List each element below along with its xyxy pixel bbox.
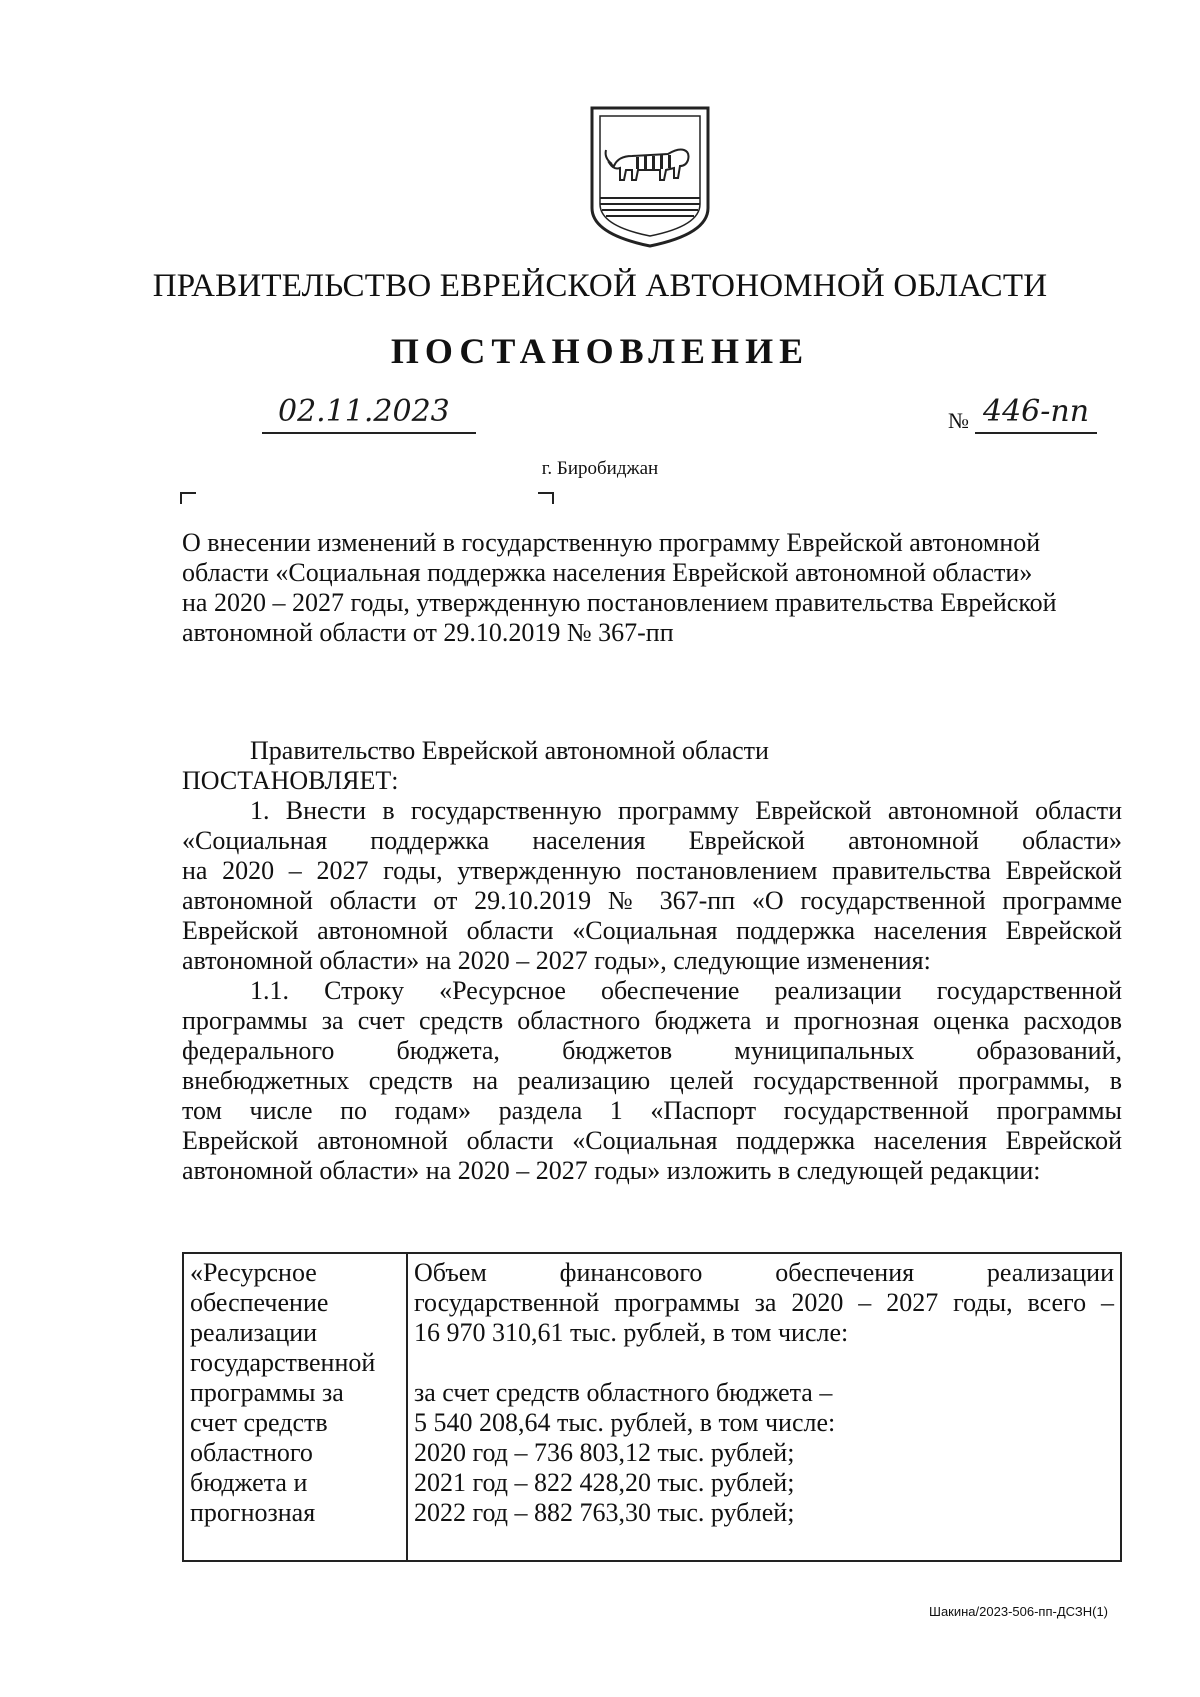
paragraph-1 <box>182 796 1122 976</box>
cell-line: прогнозная <box>190 1498 316 1527</box>
paragraph-line: Еврейской автономной области «Социальная поддержка населения Еврейской <box>182 916 1122 945</box>
document-code: Шакина/2023-506-пп-ДСЗН(1) <box>929 1604 1108 1619</box>
table-row <box>183 1253 1121 1561</box>
resolves-line: ПОСТАНОВЛЯЕТ: <box>182 766 399 795</box>
paragraph-line: внебюджетных средств на реализацию целей государственной программы, в <box>182 1066 1122 1095</box>
passport-table <box>182 1252 1122 1562</box>
cell-line: 16 970 310,61 тыс. рублей, в том числе: <box>414 1318 849 1347</box>
preamble-line: Правительство Еврейской автономной области <box>250 736 769 765</box>
paragraph-line: федерального бюджета, бюджетов муниципальных образований, <box>182 1036 1122 1065</box>
table-cell-value <box>407 1253 1121 1561</box>
cell-line: за счет средств областного бюджета – <box>414 1378 833 1407</box>
cell-line: программы за <box>190 1378 344 1407</box>
coat-of-arms-emblem <box>588 104 712 250</box>
paragraph-line: том числе по годам» раздела 1 «Паспорт государственной программы <box>182 1096 1122 1125</box>
cell-line: счет средств <box>190 1408 328 1437</box>
subject-line: автономной области от 29.10.2019 № 367-пп <box>182 618 674 647</box>
paragraph-line: «Социальная поддержка населения Еврейской автономной области» <box>182 826 1122 855</box>
cell-line: реализации <box>190 1318 318 1347</box>
cell-line: областного <box>190 1438 313 1467</box>
government-title: ПРАВИТЕЛЬСТВО ЕВРЕЙСКОЙ АВТОНОМНОЙ ОБЛАСТИ <box>152 268 1048 304</box>
number-label: № <box>948 408 969 433</box>
cell-line: государственной программы за 2020 – 2027 годы, всего – <box>414 1288 1114 1317</box>
paragraph-1-1 <box>182 976 1122 1186</box>
subject-line: на 2020 – 2027 годы, утвержденную постановлением правительства Еврейской <box>182 588 1057 617</box>
paragraph-line: 1.1. Строку «Ресурсное обеспечение реализации государственной <box>250 976 1122 1005</box>
handwritten-number: 446-пп <box>983 394 1090 429</box>
subject-line: области «Социальная поддержка населения Еврейской автономной области» <box>182 558 1033 587</box>
city: г. Биробиджан <box>541 458 659 479</box>
subject-line: О внесении изменений в государственную программу Еврейской автономной <box>182 528 1041 557</box>
cell-line: обеспечение <box>190 1288 329 1317</box>
paragraph-line: Еврейской автономной области «Социальная поддержка населения Еврейской <box>182 1126 1122 1155</box>
cell-line: 2021 год – 822 428,20 тыс. рублей; <box>414 1468 795 1497</box>
cell-line: государственной <box>190 1348 376 1377</box>
cell-gap <box>414 1348 1114 1378</box>
paragraph-line: автономной области» на 2020 – 2027 годы» изложить в следующей редакции: <box>182 1156 1041 1185</box>
cell-line: 2022 год – 882 763,30 тыс. рублей; <box>414 1498 795 1527</box>
paragraph-line: автономной области от 29.10.2019 № 367-пп «О государственной программе <box>182 886 1122 915</box>
paragraph-line: на 2020 – 2027 годы, утвержденную постановлением правительства Еврейской <box>182 856 1122 885</box>
cell-line: 5 540 208,64 тыс. рублей, в том числе: <box>414 1408 836 1437</box>
preamble <box>182 736 1122 796</box>
cell-line: бюджета и <box>190 1468 308 1497</box>
paragraph-line: 1. Внести в государственную программу Еврейской автономной области <box>250 796 1122 825</box>
document-type: ПОСТАНОВЛЕНИЕ <box>390 331 810 371</box>
cell-line: «Ресурсное <box>190 1258 317 1287</box>
document-subject <box>182 528 1122 648</box>
paragraph-line: автономной области» на 2020 – 2027 годы», следующие изменения: <box>182 946 931 975</box>
cell-line: 2020 год – 736 803,12 тыс. рублей; <box>414 1438 795 1467</box>
paragraph-line: программы за счет средств областного бюджета и прогнозная оценка расходов <box>182 1006 1122 1035</box>
corner-mark-right <box>538 492 554 504</box>
handwritten-date: 02.11.2023 <box>278 394 450 429</box>
corner-mark-left <box>180 492 196 504</box>
cell-line: Объем финансового обеспечения реализации <box>414 1258 1114 1287</box>
table-cell-label <box>183 1253 407 1561</box>
